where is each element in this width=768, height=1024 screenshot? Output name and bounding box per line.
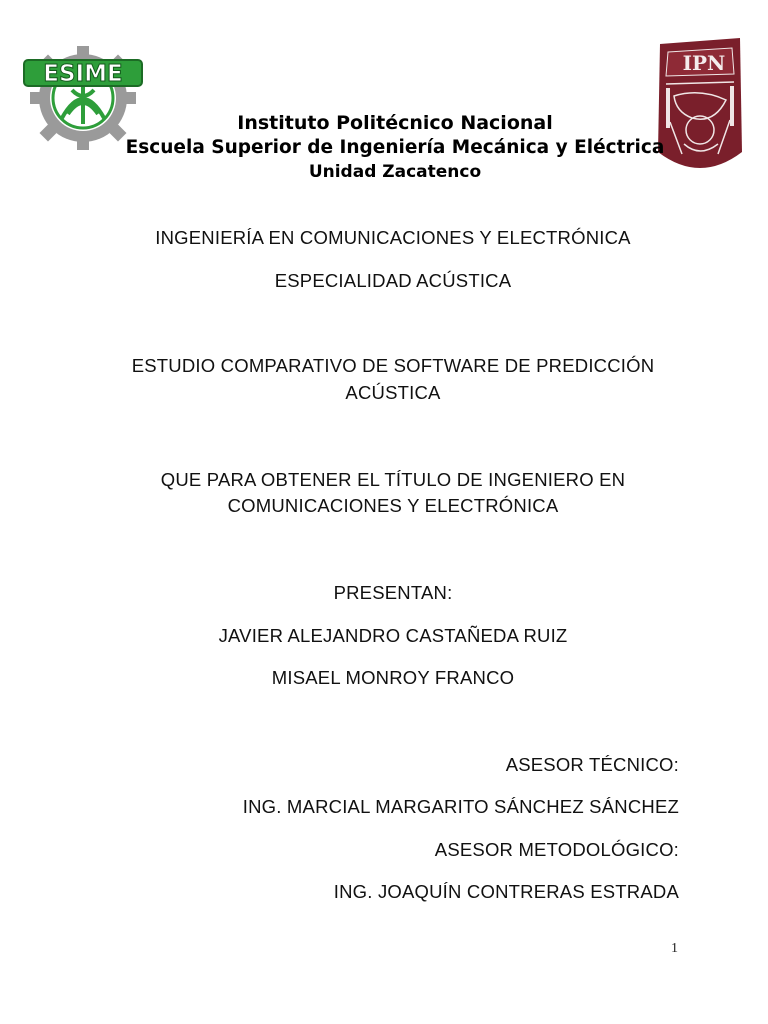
presenter-name-1: JAVIER ALEJANDRO CASTAÑEDA RUIZ (218, 625, 568, 646)
thesis-title-line-2: ACÚSTICA (345, 382, 441, 403)
degree-line-1: QUE PARA OBTENER EL TÍTULO DE INGENIERO EN (160, 469, 626, 490)
methodological-advisor-label: ASESOR METODOLÓGICO: (434, 839, 679, 860)
career-heading: INGENIERÍA EN COMUNICACIONES Y ELECTRÓNICA (155, 227, 631, 248)
page-number: 1 (671, 941, 678, 956)
ipn-logo (654, 34, 746, 180)
esime-logo-text: ESIME (43, 61, 123, 87)
school-name: Escuela Superior de Ingeniería Mecánica y Eléctrica (125, 137, 665, 158)
specialty-heading: ESPECIALIDAD ACÚSTICA (274, 270, 512, 291)
technical-advisor-label: ASESOR TÉCNICO: (505, 754, 679, 775)
unit-name: Unidad Zacatenco (308, 162, 482, 182)
presenter-name-2: MISAEL MONROY FRANCO (271, 667, 515, 688)
thesis-title-line-1: ESTUDIO COMPARATIVO DE SOFTWARE DE PREDICCIÓN (131, 355, 655, 376)
ipn-logo-text: IPN (682, 51, 726, 75)
degree-line-2: COMUNICACIONES Y ELECTRÓNICA (227, 495, 559, 516)
methodological-advisor-name: ING. JOAQUÍN CONTRERAS ESTRADA (333, 881, 679, 902)
institute-name: Instituto Politécnico Nacional (237, 112, 553, 134)
esime-logo (22, 40, 144, 152)
technical-advisor-name: ING. MARCIAL MARGARITO SÁNCHEZ SÁNCHEZ (242, 796, 679, 817)
presenters-label: PRESENTAN: (333, 582, 453, 603)
